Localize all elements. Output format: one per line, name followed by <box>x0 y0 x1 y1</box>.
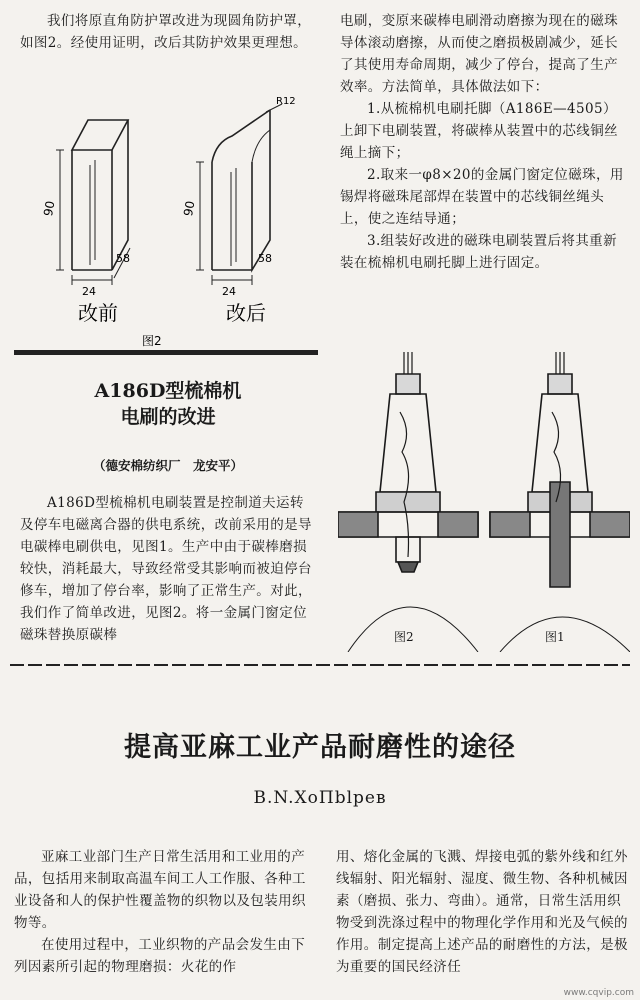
article2-left-column <box>14 846 310 978</box>
dim-radius: R12 <box>276 96 296 107</box>
article1-title <box>20 378 316 430</box>
caption-before: 改前 <box>78 301 118 325</box>
article1-body-text: A186D型梳棉机电刷装置是控制道夫运转及停车电磁离合器的供电系统，改前采用的是导电碳棒电刷供电，见图1。生产中由于碳棒磨损较快，消耗最大，导致经常受其影响而被迫停台修车，增加了停台率，影响了正常生产。对此，我们作了简单改进，见图2。将一金属门窗定位磁珠替换原碳棒 <box>20 495 312 643</box>
article1-byline: （德安棉纺织厂 龙安平） <box>92 458 243 473</box>
top-right-text <box>340 10 630 274</box>
article2-right-column <box>336 846 630 978</box>
brush-label-right: 图1 <box>545 630 565 644</box>
article2-right-text: 用、熔化金属的飞溅、焊接电弧的紫外线和红外线辐射、阳光辐射、湿度、微生物、各种机械因素（磨损、张力、弯曲）。通常，日常生活用织物受到洗涤过程中的物理化学作用和光及气候的作用。制定提高上述产品的耐磨性的方法，是极为重要的国民经济任 <box>336 849 628 975</box>
article2-para-1: 亚麻工业部门生产日常生活用和工业用的产品，包括用来制取高温车间工人工作服、各种工业设备和人的保护性覆盖物的织物以及包装用织物等。 <box>14 849 306 931</box>
article2-para-2: 在使用过程中，工业织物的产品会发生由下列因素所引起的物理磨损：火花的作 <box>14 937 306 975</box>
article2-title: 提高亚麻工业产品耐磨性的途径 <box>124 732 516 763</box>
brush-label-left: 图2 <box>394 630 414 644</box>
article-divider <box>10 664 630 666</box>
guard-figure <box>20 90 316 350</box>
top-left-paragraph: 我们将原直角防护罩改进为现圆角防护罩，如图2。经使用证明，改后其防护效果更理想。 <box>20 13 312 51</box>
watermark: www.cqvip.com <box>563 988 634 998</box>
brush-original-drawing <box>490 352 630 652</box>
dim-24-right: 24 <box>222 285 236 298</box>
dim-58-left: 58 <box>116 252 130 265</box>
figure-label: 图2 <box>142 334 162 348</box>
article1-body <box>20 492 316 646</box>
article1-title-line2: 电刷的改进 <box>120 406 216 428</box>
top-right-step-2: 2.取来一φ8×20的金属门窗定位磁珠，用锡焊将磁珠尾部焊在装置中的芯线铜丝绳头上，使之连结导通； <box>340 167 624 227</box>
dim-90-left: 90 <box>41 199 58 218</box>
caption-after: 改后 <box>226 301 266 325</box>
top-right-step-1: 1.从梳棉机电刷托脚（A186E—4505）上卸下电刷装置，将碳棒从装置中的芯线铜丝绳上摘下； <box>340 101 618 161</box>
top-left-text <box>20 10 316 54</box>
article1-title-line1: A186D型梳棉机 <box>94 380 242 402</box>
article2-author: B.N.ХоПblрев <box>253 788 387 808</box>
brush-figure <box>338 352 630 652</box>
top-right-intro: 电刷，变原来碳棒电刷滑动磨擦为现在的磁珠导体滚动磨擦，从而使之磨损极剧减少，延长了其使用寿命周期，减少了停台，提高了生产效率。方法简单，具体做法如下： <box>340 13 618 95</box>
top-right-step-3: 3.组装好改进的磁珠电刷装置后将其重新装在梳棉机电刷托脚上进行固定。 <box>340 233 617 271</box>
dim-58-right: 58 <box>258 252 272 265</box>
dim-24-left: 24 <box>82 285 96 298</box>
dim-90-right: 90 <box>181 199 198 218</box>
brush-modified-drawing <box>338 352 478 652</box>
section-divider <box>14 350 318 355</box>
